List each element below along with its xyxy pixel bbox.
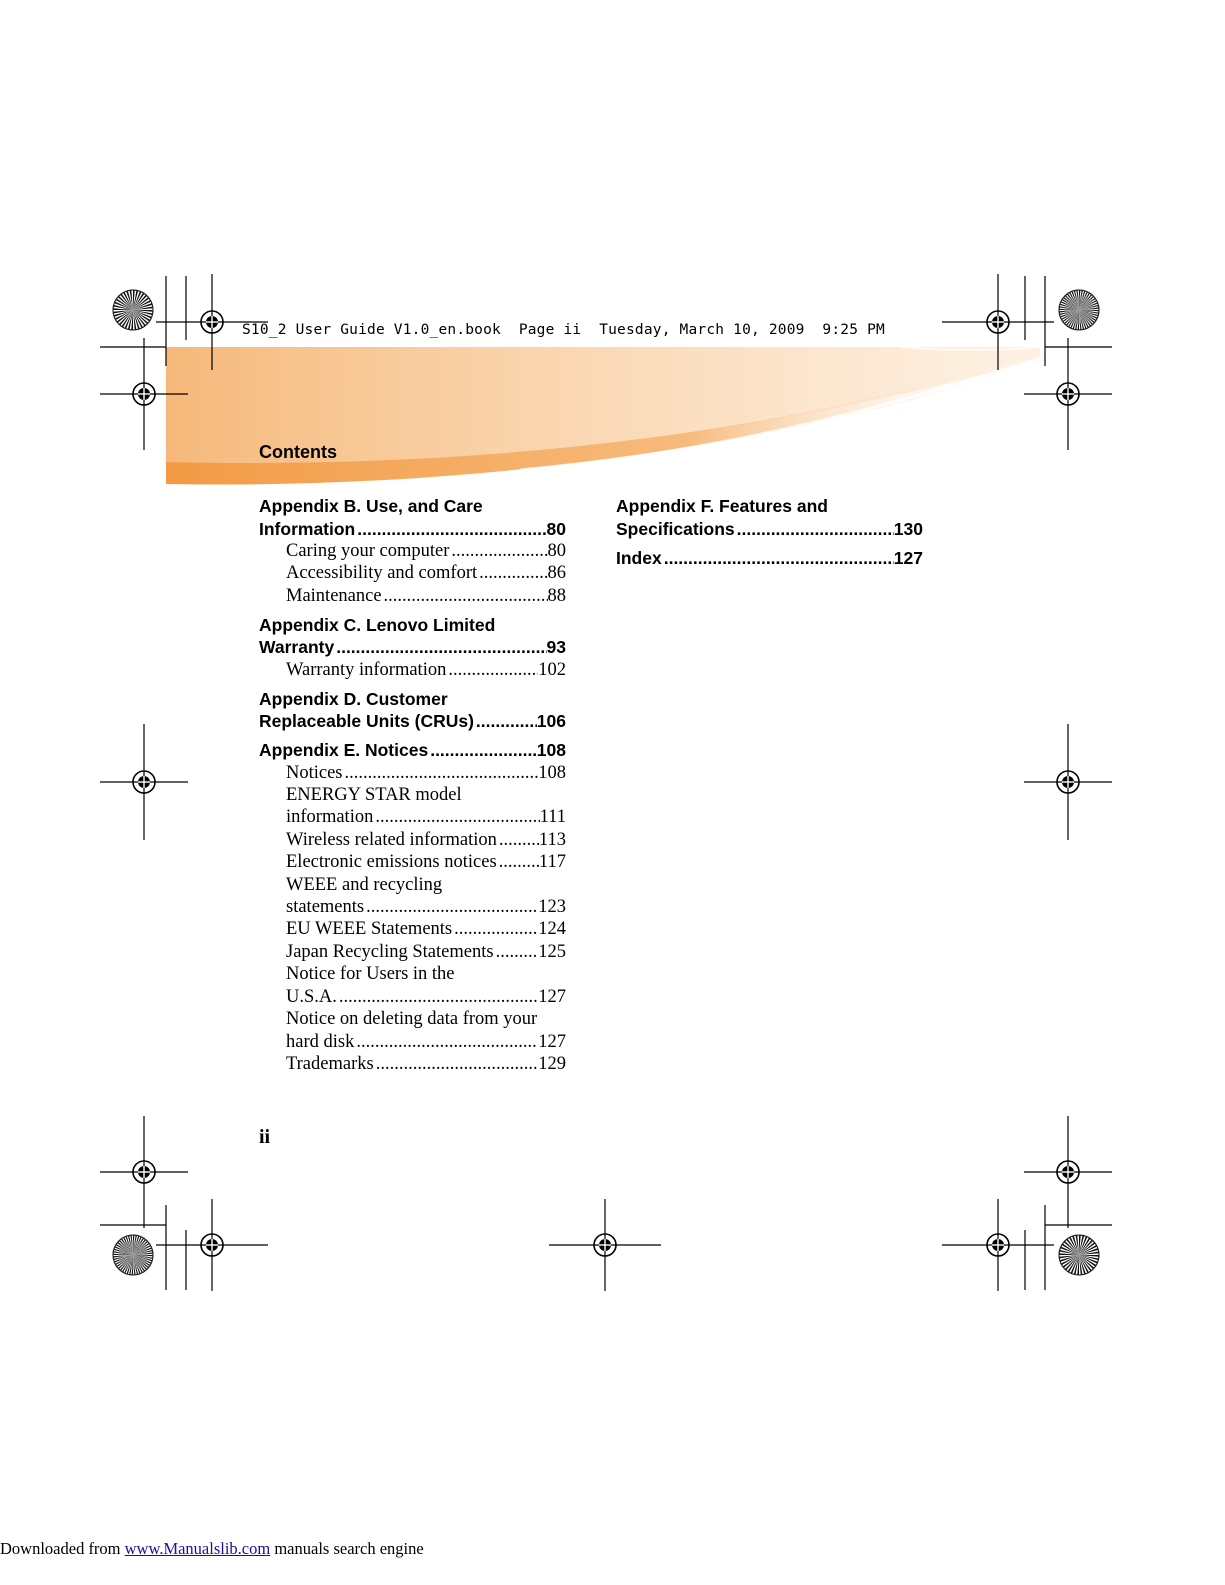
toc-entry-title: Accessibility and comfort: [286, 563, 478, 584]
toc-entry-title: hard disk: [286, 1031, 355, 1052]
toc-entry[interactable]: [259, 762, 566, 784]
toc-page-number: 102: [538, 659, 566, 680]
toc-entry[interactable]: [259, 829, 566, 851]
toc-entry-title: EU WEEE Statements: [286, 919, 453, 940]
star-target-mark: [113, 290, 153, 330]
dot-leader: [374, 1053, 539, 1075]
toc-page-number: 88: [547, 585, 566, 606]
footer-suffix: manuals search engine: [274, 1539, 424, 1558]
toc-entry-title: Maintenance: [286, 585, 382, 606]
registration-mark: [1024, 1116, 1112, 1228]
toc-page-number: 80: [547, 541, 566, 561]
toc-entry-title-line: Appendix C. Lenovo Limited: [259, 614, 496, 635]
toc-page-number: 117: [538, 852, 566, 873]
toc-entry-title: U.S.A.: [286, 986, 337, 1007]
toc-entry[interactable]: [259, 540, 566, 562]
toc-entry-title: information: [286, 807, 374, 828]
toc-entry-title-line: ENERGY STAR model: [286, 785, 462, 806]
toc-page-number: 130: [893, 518, 923, 539]
page-title: Contents: [259, 442, 337, 462]
toc-entry-title-line: Notice for Users in the: [286, 964, 455, 985]
toc-right-column: [616, 495, 923, 569]
star-target-mark: [113, 1235, 153, 1275]
toc-entry[interactable]: [259, 688, 566, 733]
dot-leader: [449, 540, 547, 562]
dot-leader: [477, 562, 547, 584]
toc-entry[interactable]: [259, 1008, 566, 1053]
toc-page-number: 106: [536, 711, 566, 732]
footer-prefix: Downloaded from: [0, 1539, 121, 1558]
toc-entry-title: Appendix E. Notices: [259, 740, 429, 761]
toc-entry-title: Trademarks: [286, 1053, 374, 1074]
registration-mark: [942, 1199, 1054, 1291]
toc-page-number: 127: [538, 986, 566, 1007]
dot-leader: [343, 762, 539, 784]
toc-entry-title: statements: [286, 897, 365, 918]
dot-leader: [334, 636, 546, 659]
dot-leader: [355, 518, 546, 541]
toc-entry-title: Notices: [286, 762, 343, 783]
registration-mark: [100, 1116, 188, 1228]
toc-entry[interactable]: [259, 918, 566, 940]
dot-leader: [735, 518, 894, 541]
registration-mark: [549, 1199, 661, 1291]
dot-leader: [474, 710, 537, 733]
toc-entry[interactable]: [259, 614, 566, 659]
toc-page-number: 127: [538, 1031, 566, 1052]
toc-entry-title-line: Notice on deleting data from your: [286, 1009, 538, 1030]
toc-entry[interactable]: [259, 963, 566, 1008]
dot-leader: [452, 918, 538, 940]
toc-page-number: 124: [538, 919, 566, 940]
toc-entry-title: Japan Recycling Statements: [286, 941, 494, 962]
toc-page-number: 125: [538, 941, 566, 962]
toc-left-column: [259, 495, 566, 1075]
toc-entry[interactable]: [259, 851, 566, 873]
star-target-mark: [1059, 1235, 1099, 1275]
toc-entry-title: Caring your computer: [286, 541, 450, 561]
toc-page-number: 108: [538, 762, 566, 783]
toc-page-number: 80: [546, 518, 566, 539]
book-slug-line: S10_2 User Guide V1.0_en.book Page ii Tuesday, March 10, 2009 9:25 PM: [242, 322, 885, 338]
toc-page-number: 127: [893, 547, 923, 568]
dot-leader: [494, 941, 539, 963]
toc-page-number: 111: [539, 807, 566, 828]
toc-entry-title: Replaceable Units (CRUs): [259, 711, 474, 732]
toc-entry[interactable]: [259, 784, 566, 829]
toc-entry[interactable]: [259, 941, 566, 963]
registration-mark: [1024, 724, 1112, 840]
toc-entry[interactable]: [259, 1053, 566, 1075]
dot-leader: [446, 659, 538, 681]
toc-entry-title: Warranty information: [286, 659, 447, 680]
toc-entry-title: Electronic emissions notices: [286, 852, 497, 873]
toc-entry[interactable]: [259, 659, 566, 681]
star-target-mark: [1059, 290, 1099, 330]
dot-leader: [662, 547, 894, 570]
registration-mark: [100, 724, 188, 840]
dot-leader: [337, 986, 538, 1008]
dot-leader: [364, 896, 538, 918]
dot-leader: [354, 1031, 538, 1053]
toc-entry[interactable]: [259, 739, 566, 762]
page-number: ii: [259, 1126, 271, 1148]
registration-mark: [156, 1199, 268, 1291]
toc-entry-title-line: Appendix D. Customer: [259, 688, 448, 709]
toc-entry[interactable]: [259, 562, 566, 584]
dot-leader: [382, 585, 548, 607]
dot-leader: [497, 851, 539, 873]
dot-leader: [497, 829, 539, 851]
manualslib-link[interactable]: www.Manualslib.com: [124, 1539, 271, 1558]
toc-entry[interactable]: [616, 547, 923, 570]
toc-page-number: 113: [538, 829, 566, 850]
dot-leader: [428, 739, 537, 762]
toc-entry-title-line: Appendix F. Features and: [616, 496, 828, 516]
toc-page-number: 93: [546, 637, 566, 658]
header-band: [166, 347, 1040, 485]
toc-entry-title: Specifications: [616, 518, 735, 539]
toc-entry-title: Index: [616, 547, 662, 568]
toc-entry-title-line: Appendix B. Use, and Care: [259, 496, 483, 516]
download-footer: [0, 1539, 424, 1559]
toc-entry[interactable]: [259, 874, 566, 919]
dot-leader: [373, 806, 539, 828]
toc-page-number: 129: [538, 1053, 566, 1074]
toc-entry-title: Information: [259, 518, 356, 539]
toc-entry-title: Warranty: [259, 637, 335, 658]
toc-entry[interactable]: [616, 495, 923, 540]
toc-page-number: 108: [536, 740, 566, 761]
toc-page-number: 123: [538, 897, 566, 918]
toc-entry[interactable]: [259, 585, 566, 607]
toc-entry-title: Wireless related information: [286, 829, 497, 850]
toc-entry[interactable]: [259, 495, 566, 540]
toc-entry-title-line: WEEE and recycling: [286, 874, 443, 895]
toc-page-number: 86: [547, 563, 566, 584]
